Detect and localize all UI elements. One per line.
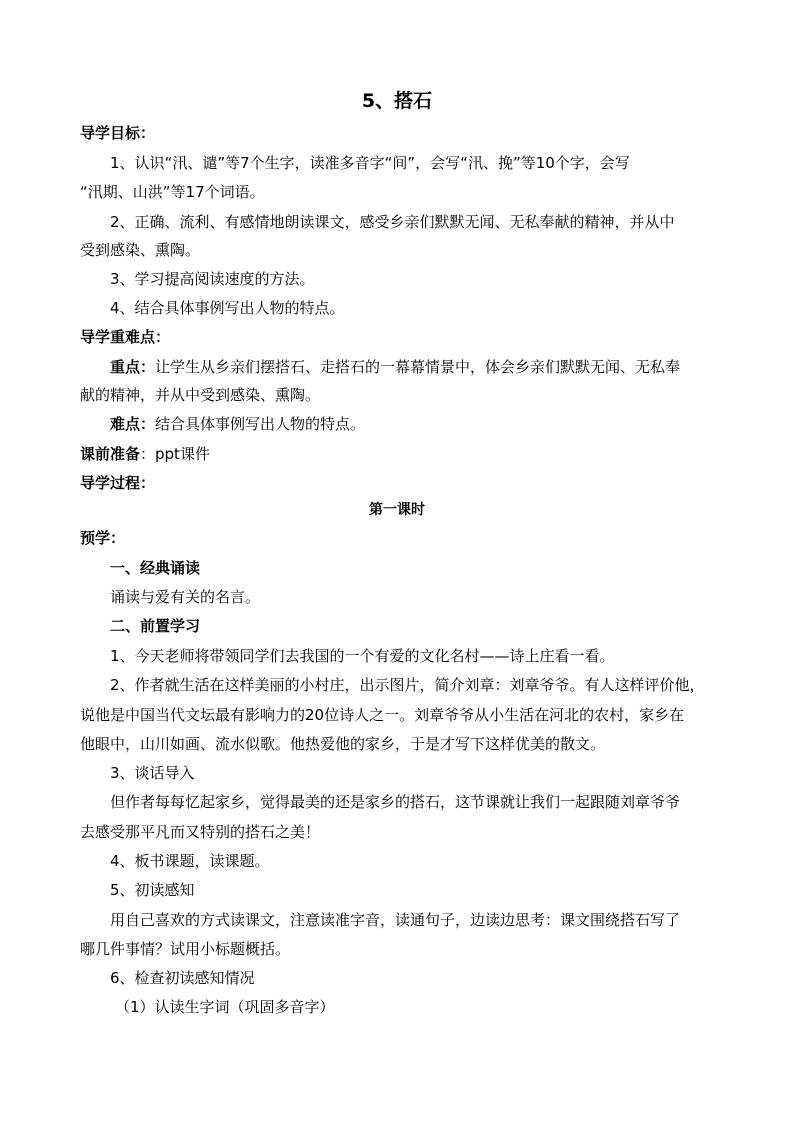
step-3: 3、谈话导入 bbox=[110, 764, 195, 782]
step-5-cont: 哪几件事情？试用小标题概括。 bbox=[80, 940, 291, 958]
lesson-title: 5、搭石 bbox=[361, 90, 433, 112]
step-2: 2、作者就生活在这样美丽的小村庄，出示图片，简介刘章：刘章爷爷。有人这样评价他， bbox=[110, 676, 705, 694]
difficulty-label: 难点： bbox=[110, 415, 156, 433]
difficulty-text: 结合具体事例写出人物的特点。 bbox=[155, 415, 366, 433]
heading-process: 导学过程： bbox=[80, 474, 156, 492]
heading-key-points: 导学重难点： bbox=[80, 328, 171, 346]
step-6: 6、检查初读感知情况 bbox=[110, 969, 255, 987]
section-1-heading: 一、经典诵读 bbox=[110, 559, 201, 577]
objective-2-cont: 受到感染、熏陶。 bbox=[80, 241, 201, 259]
key-point-label: 重点： bbox=[110, 358, 156, 376]
heading-prestudy: 预学： bbox=[80, 529, 126, 547]
key-point-line bbox=[110, 356, 680, 378]
step-6-sub-1: （1）认读生字词（巩固多音字） bbox=[115, 998, 335, 1016]
step-4: 4、板书课题，读课题。 bbox=[110, 852, 270, 870]
step-2-cont-1: 说他是中国当代文坛最有影响力的20位诗人之一。刘章爷爷从小生活在河北的农村，家乡在 bbox=[80, 706, 685, 724]
difficulty-line bbox=[110, 413, 365, 435]
period-heading: 第一课时 bbox=[369, 502, 425, 518]
key-point-text: 让学生从乡亲们摆搭石、走搭石的一幕幕情景中，体会乡亲们默默无闻、无私奉 bbox=[155, 358, 681, 376]
objective-1-cont: “汛期、山洪”等17个词语。 bbox=[80, 183, 265, 201]
step-3-cont: 去感受那平凡而又特别的搭石之美！ bbox=[80, 823, 321, 841]
heading-objectives: 导学目标： bbox=[80, 124, 156, 142]
objective-1: 1、认识“汛、谴”等7个生字，读准多音字“间”，会写“汛、挽”等10个字，会写 bbox=[110, 154, 630, 172]
key-point-cont: 献的精神，并从中受到感染、熏陶。 bbox=[80, 386, 321, 404]
objective-2: 2、正确、流利、有感情地朗读课文，感受乡亲们默默无闻、无私奉献的精神，并从中 bbox=[110, 213, 675, 231]
preparation-text: ：ppt课件 bbox=[140, 445, 210, 463]
section-2-heading: 二、前置学习 bbox=[110, 617, 201, 635]
section-1-text: 诵读与爱有关的名言。 bbox=[110, 588, 261, 606]
objective-4: 4、结合具体事例写出人物的特点。 bbox=[110, 299, 345, 317]
objective-3: 3、学习提高阅读速度的方法。 bbox=[110, 270, 315, 288]
step-5: 5、初读感知 bbox=[110, 881, 195, 899]
step-3-text: 但作者每每忆起家乡，觉得最美的还是家乡的搭石，这节课就让我们一起跟随刘章爷爷 bbox=[110, 793, 681, 811]
preparation-line bbox=[80, 443, 210, 465]
preparation-label: 课前准备 bbox=[80, 445, 141, 463]
step-5-text: 用自己喜欢的方式读课文，注意读准字音，读通句子，边读边思考：课文围绕搭石写了 bbox=[110, 911, 681, 929]
step-1: 1、今天老师将带领同学们去我国的一个有爱的文化名村——诗上庄看一看。 bbox=[110, 647, 615, 665]
step-2-cont-2: 他眼中，山川如画、流水似歌。他热爱他的家乡，于是才写下这样优美的散文。 bbox=[80, 735, 606, 753]
